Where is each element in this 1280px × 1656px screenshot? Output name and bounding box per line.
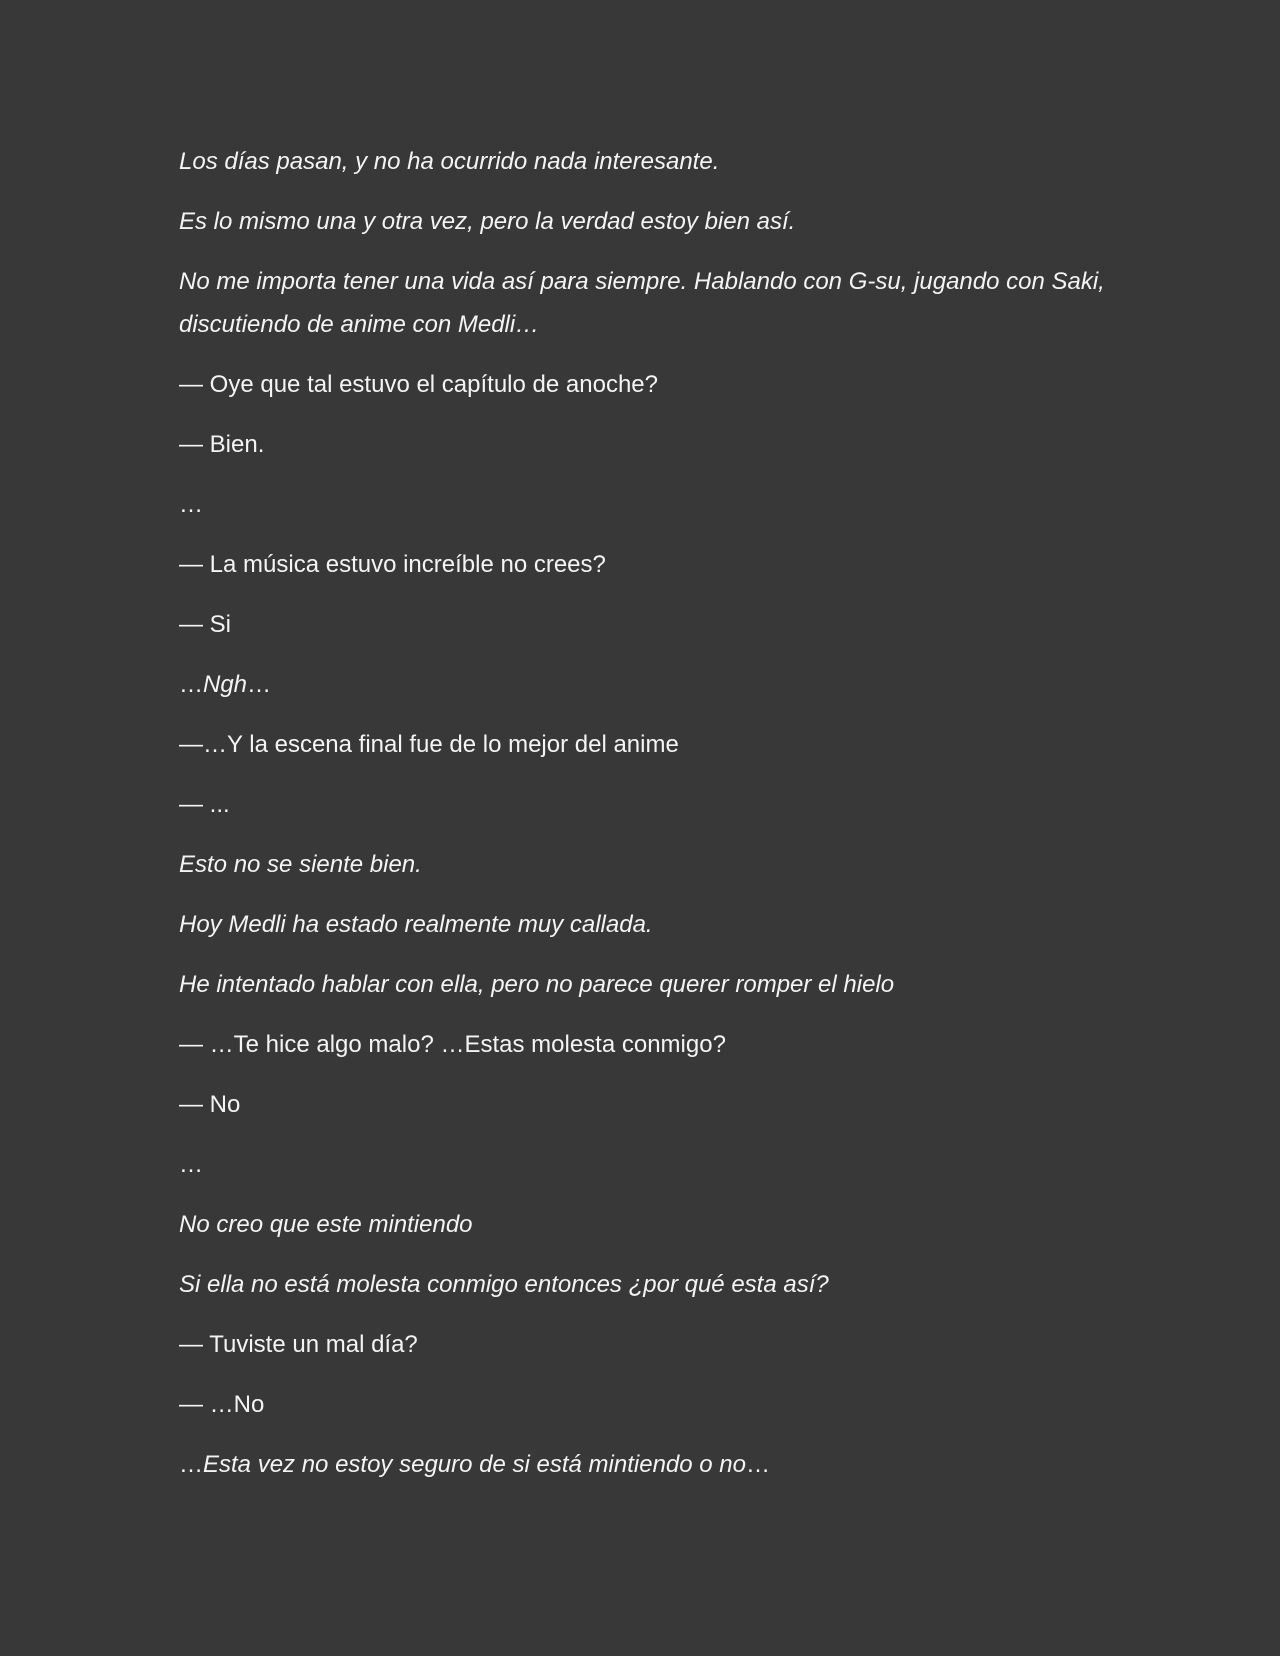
dialogue-line: — No bbox=[179, 1091, 241, 1118]
line-segment: … bbox=[179, 1451, 203, 1478]
narration-line: Esto no se siente bien. bbox=[179, 851, 422, 878]
mixed-style-line bbox=[179, 663, 1109, 706]
ellipsis-line: … bbox=[179, 1151, 203, 1178]
document-page bbox=[179, 140, 1109, 1503]
ellipsis-line: … bbox=[179, 491, 203, 518]
mixed-style-line bbox=[179, 1443, 1109, 1486]
dialogue-line: — Si bbox=[179, 611, 232, 638]
line-segment: … bbox=[247, 671, 272, 698]
dialogue-line: — Oye que tal estuvo el capítulo de anoche? bbox=[179, 371, 658, 398]
dialogue-line: — …No bbox=[179, 1391, 265, 1418]
line-segment: Esta vez no estoy seguro de si está mintiendo o no bbox=[203, 1451, 746, 1478]
narration-line: He intentado hablar con ella, pero no parece querer romper el hielo bbox=[179, 971, 895, 998]
narration-line: No creo que este mintiendo bbox=[179, 1211, 473, 1238]
line-segment: Ngh bbox=[203, 671, 248, 698]
dialogue-line: — Tuviste un mal día? bbox=[179, 1331, 418, 1358]
narration-line: Hoy Medli ha estado realmente muy callada. bbox=[179, 911, 653, 938]
dialogue-line: — …Te hice algo malo? …Estas molesta conmigo? bbox=[179, 1031, 726, 1058]
narration-line: Los días pasan, y no ha ocurrido nada interesante. bbox=[179, 148, 720, 175]
narration-line: Es lo mismo una y otra vez, pero la verdad estoy bien así. bbox=[179, 208, 796, 235]
narration-line: Si ella no está molesta conmigo entonces ¿por qué esta así? bbox=[179, 1271, 829, 1298]
dialogue-line: — Bien. bbox=[179, 431, 265, 458]
line-segment: … bbox=[746, 1451, 770, 1478]
narration-paragraph: No me importa tener una vida así para siempre. Hablando con G-su, jugando con Saki, discutiendo de anime con Medli… bbox=[179, 268, 1105, 338]
dialogue-line: —…Y la escena final fue de lo mejor del anime bbox=[179, 731, 679, 758]
line-segment: … bbox=[179, 671, 203, 698]
dialogue-line: — ... bbox=[179, 791, 230, 818]
dialogue-line: — La música estuvo increíble no crees? bbox=[179, 551, 606, 578]
